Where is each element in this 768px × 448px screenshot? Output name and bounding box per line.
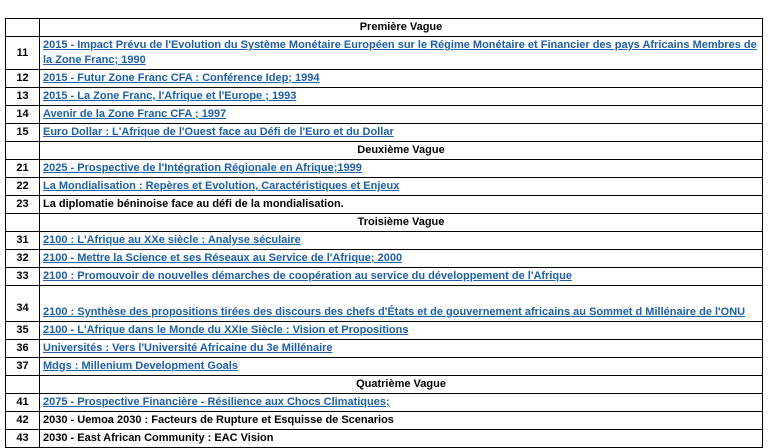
document-link[interactable]: 2015 - La Zone Franc, l'Afrique et l'Europe ; 1993 bbox=[43, 90, 297, 102]
table-row bbox=[6, 106, 763, 124]
section-header-empty-cell bbox=[6, 19, 40, 37]
row-title-cell bbox=[40, 88, 763, 106]
row-number: 37 bbox=[6, 358, 40, 376]
table-row bbox=[6, 160, 763, 178]
document-link[interactable]: 2075 - Prospective Financière - Résilience aux Chocs Climatiques; bbox=[43, 396, 390, 408]
table-row bbox=[6, 322, 763, 340]
document-title: 2030 - East African Community : EAC Vision bbox=[43, 432, 274, 444]
document-link[interactable]: Avenir de la Zone Franc CFA ; 1997 bbox=[43, 108, 227, 120]
row-number: 21 bbox=[6, 160, 40, 178]
document-page bbox=[5, 18, 763, 448]
section-title: Quatrième Vague bbox=[40, 376, 763, 394]
table-row bbox=[6, 37, 763, 70]
row-number: 35 bbox=[6, 322, 40, 340]
table-row bbox=[6, 268, 763, 286]
table-row bbox=[6, 232, 763, 250]
row-title-cell bbox=[40, 178, 763, 196]
row-title-cell bbox=[40, 394, 763, 412]
publications-table-body bbox=[6, 19, 763, 448]
table-row bbox=[6, 430, 763, 448]
table-row bbox=[6, 358, 763, 376]
document-link[interactable]: 2015 - Futur Zone Franc CFA : Conférence Idep; 1994 bbox=[43, 72, 320, 84]
document-link[interactable]: 2025 - Prospective de l'Intégration Régionale en Afrique;1999 bbox=[43, 162, 362, 174]
row-number: 34 bbox=[6, 286, 40, 322]
document-link[interactable]: 2100 : L'Afrique au XXe siècle : Analyse séculaire bbox=[43, 234, 301, 246]
row-title-cell bbox=[40, 196, 763, 214]
row-number: 12 bbox=[6, 70, 40, 88]
row-title-cell bbox=[40, 124, 763, 142]
row-number: 42 bbox=[6, 412, 40, 430]
publications-table bbox=[5, 18, 763, 448]
row-title-cell bbox=[40, 286, 763, 322]
row-number: 31 bbox=[6, 232, 40, 250]
section-header-row bbox=[6, 214, 763, 232]
document-link[interactable]: Mdgs : Millenium Development Goals bbox=[43, 360, 238, 372]
row-number: 15 bbox=[6, 124, 40, 142]
row-title-cell bbox=[40, 322, 763, 340]
row-number: 33 bbox=[6, 268, 40, 286]
section-title: Deuxième Vague bbox=[40, 142, 763, 160]
document-link[interactable]: Euro Dollar : L'Afrique de l'Ouest face au Défi de l'Euro et du Dollar bbox=[43, 126, 394, 138]
row-title-cell bbox=[40, 70, 763, 88]
row-number: 32 bbox=[6, 250, 40, 268]
document-link[interactable]: 2015 - Impact Prévu de l'Evolution du Système Monétaire Européen sur le Régime Monétaire et Financier des pays Africains Membres de la Zone Franc; 1990 bbox=[43, 39, 757, 66]
row-title-cell bbox=[40, 268, 763, 286]
document-link[interactable]: 2100 - L'Afrique dans le Monde du XXIe Siècle : Vision et Propositions bbox=[43, 324, 409, 336]
row-number: 43 bbox=[6, 430, 40, 448]
section-header-empty-cell bbox=[6, 142, 40, 160]
row-number: 13 bbox=[6, 88, 40, 106]
row-title-cell bbox=[40, 250, 763, 268]
section-header-row bbox=[6, 19, 763, 37]
section-header-row bbox=[6, 376, 763, 394]
table-row bbox=[6, 196, 763, 214]
table-row bbox=[6, 70, 763, 88]
table-row bbox=[6, 286, 763, 322]
table-row bbox=[6, 124, 763, 142]
section-title: Troisième Vague bbox=[40, 214, 763, 232]
row-title-cell bbox=[40, 340, 763, 358]
section-title: Première Vague bbox=[40, 19, 763, 37]
row-number: 23 bbox=[6, 196, 40, 214]
row-title-cell bbox=[40, 412, 763, 430]
row-title-cell bbox=[40, 430, 763, 448]
table-row bbox=[6, 88, 763, 106]
row-number: 11 bbox=[6, 37, 40, 70]
row-number: 14 bbox=[6, 106, 40, 124]
document-link[interactable]: 2100 - Mettre la Science et ses Réseaux au Service de l'Afrique; 2000 bbox=[43, 252, 403, 264]
table-row bbox=[6, 178, 763, 196]
document-title: La diplomatie béninoise face au défi de la mondialisation. bbox=[43, 198, 344, 210]
document-link[interactable]: 2100 : Synthèse des propositions tirées des discours des chefs d'États et de gouvernement africains au Sommet d Millénaire de l'ONU bbox=[43, 306, 746, 318]
row-number: 41 bbox=[6, 394, 40, 412]
document-title: 2030 - Uemoa 2030 : Facteurs de Rupture et Esquisse de Scenarios bbox=[43, 414, 394, 426]
row-number: 22 bbox=[6, 178, 40, 196]
document-link[interactable]: Universités : Vers l'Université Africaine du 3e Millénaire bbox=[43, 342, 333, 354]
row-title-cell bbox=[40, 160, 763, 178]
row-title-cell bbox=[40, 232, 763, 250]
row-title-cell bbox=[40, 358, 763, 376]
row-number: 36 bbox=[6, 340, 40, 358]
table-row bbox=[6, 394, 763, 412]
table-row bbox=[6, 412, 763, 430]
section-header-empty-cell bbox=[6, 214, 40, 232]
document-link[interactable]: La Mondialisation : Repères et Evolution, Caractéristiques et Enjeux bbox=[43, 180, 400, 192]
table-row bbox=[6, 250, 763, 268]
section-header-empty-cell bbox=[6, 376, 40, 394]
section-header-row bbox=[6, 142, 763, 160]
document-link[interactable]: 2100 : Promouvoir de nouvelles démarches de coopération au service du développement de l'Afrique bbox=[43, 270, 572, 282]
table-row bbox=[6, 340, 763, 358]
row-title-cell bbox=[40, 37, 763, 70]
row-title-cell bbox=[40, 106, 763, 124]
